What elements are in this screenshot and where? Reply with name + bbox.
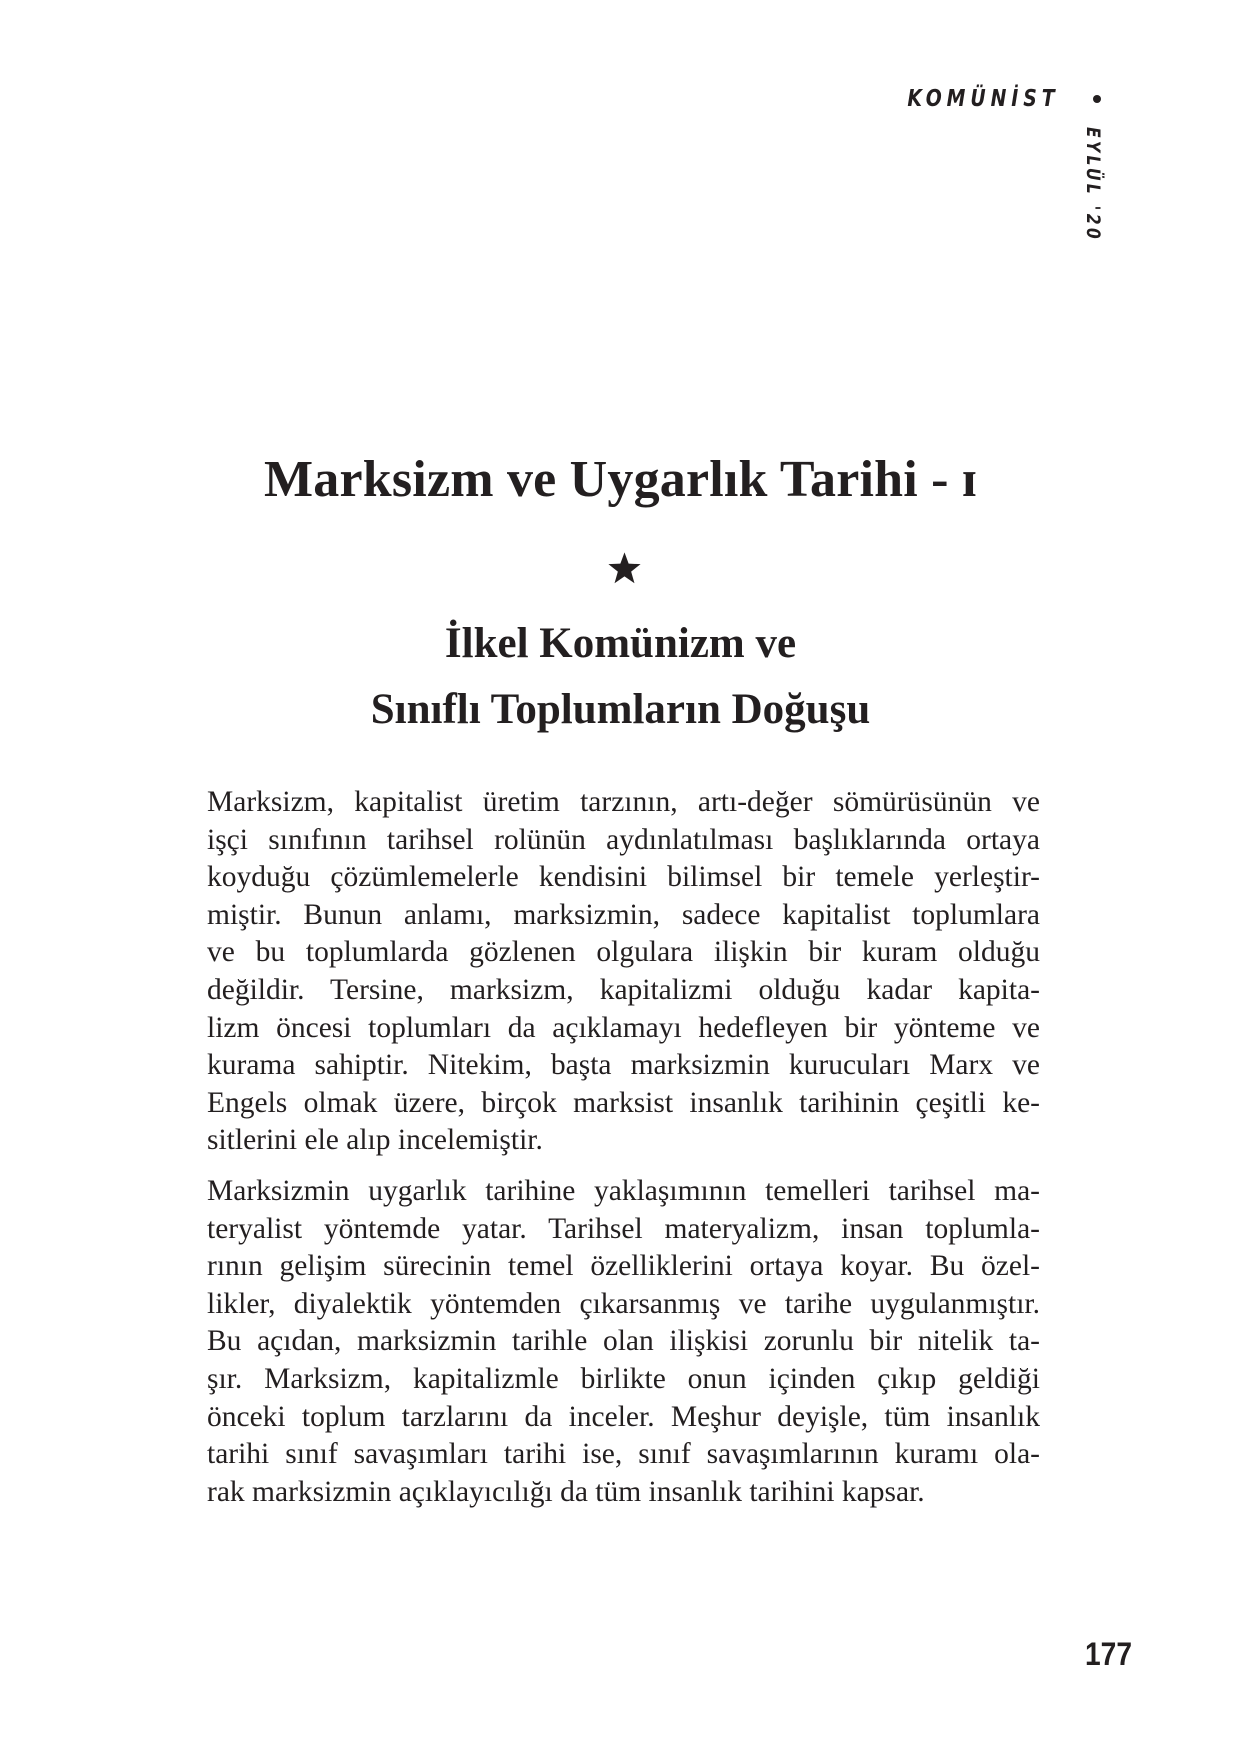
text-line: ve bu toplumlarda gözlenen olgulara ilişkin bir kuram olduğu: [207, 936, 1040, 969]
text-line: tarihi sınıf savaşımları tarihi ise, sınıf savaşımlarının kuramı ola-: [207, 1438, 1040, 1471]
journal-name: KOMÜNİST: [907, 86, 1060, 112]
text-line: sitlerini ele alıp incelemiştir.: [207, 1124, 543, 1157]
article-subtitle: [0, 611, 1241, 743]
bullet-separator-icon: [1093, 95, 1101, 103]
star-icon: [607, 551, 642, 586]
issue-date-vertical: [1081, 127, 1105, 252]
text-line: işçi sınıfının tarihsel rolünün aydınlatılması başlıklarında ortaya: [207, 823, 1040, 856]
paragraph-1: [207, 784, 1040, 1160]
page-number: 177: [1085, 1636, 1132, 1672]
subtitle-line-2: Sınıflı Toplumların Doğuşu: [370, 686, 871, 733]
text-line: koyduğu çözümlemelerle kendisini bilimsel bir temele yerleştir-: [207, 861, 1040, 894]
subtitle-line-1: İlkel Komünizm ve: [444, 620, 797, 667]
issue-date: EYLÜL '20: [1082, 127, 1104, 242]
text-line: rının gelişim sürecinin temel özelliklerini ortaya koyar. Bu özel-: [207, 1250, 1040, 1283]
text-line: teryalist yöntemde yatar. Tarihsel materyalizm, insan toplumla-: [207, 1212, 1040, 1245]
text-line: miştir. Bunun anlamı, marksizmin, sadece kapitalist toplumlara: [207, 898, 1040, 931]
text-line: değildir. Tersine, marksizm, kapitalizmi olduğu kadar kapita-: [207, 973, 1040, 1006]
text-line: kurama sahiptir. Nitekim, başta marksizmin kurucuları Marx ve: [207, 1049, 1040, 1082]
text-line: rak marksizmin açıklayıcılığı da tüm insanlık tarihini kapsar.: [207, 1475, 925, 1508]
text-line: Bu açıdan, marksizmin tarihle olan ilişkisi zorunlu bir nitelik ta-: [207, 1325, 1040, 1358]
article-body: [207, 784, 1040, 1524]
text-line: Engels olmak üzere, birçok marksist insanlık tarihinin çeşitli ke-: [207, 1086, 1040, 1119]
text-line: önceki toplum tarzlarını da inceler. Meşhur deyişle, tüm insanlık: [207, 1400, 1040, 1433]
running-head: [900, 84, 1110, 114]
text-line: lizm öncesi toplumları da açıklamayı hedefleyen bir yönteme ve: [207, 1011, 1040, 1044]
paragraph-2: [207, 1173, 1040, 1511]
text-line: likler, diyalektik yöntemden çıkarsanmış ve tarihe uygulanmıştır.: [207, 1287, 1040, 1320]
text-line: şır. Marksizm, kapitalizmle birlikte onun içinden çıkıp geldiği: [207, 1362, 1040, 1395]
text-line: Marksizmin uygarlık tarihine yaklaşımının temelleri tarihsel ma-: [207, 1174, 1040, 1207]
text-line: Marksizm, kapitalist üretim tarzının, artı-değer sömürüsünün ve: [207, 786, 1040, 818]
article-title: Marksizm ve Uygarlık Tarihi - ɪ: [263, 451, 978, 508]
